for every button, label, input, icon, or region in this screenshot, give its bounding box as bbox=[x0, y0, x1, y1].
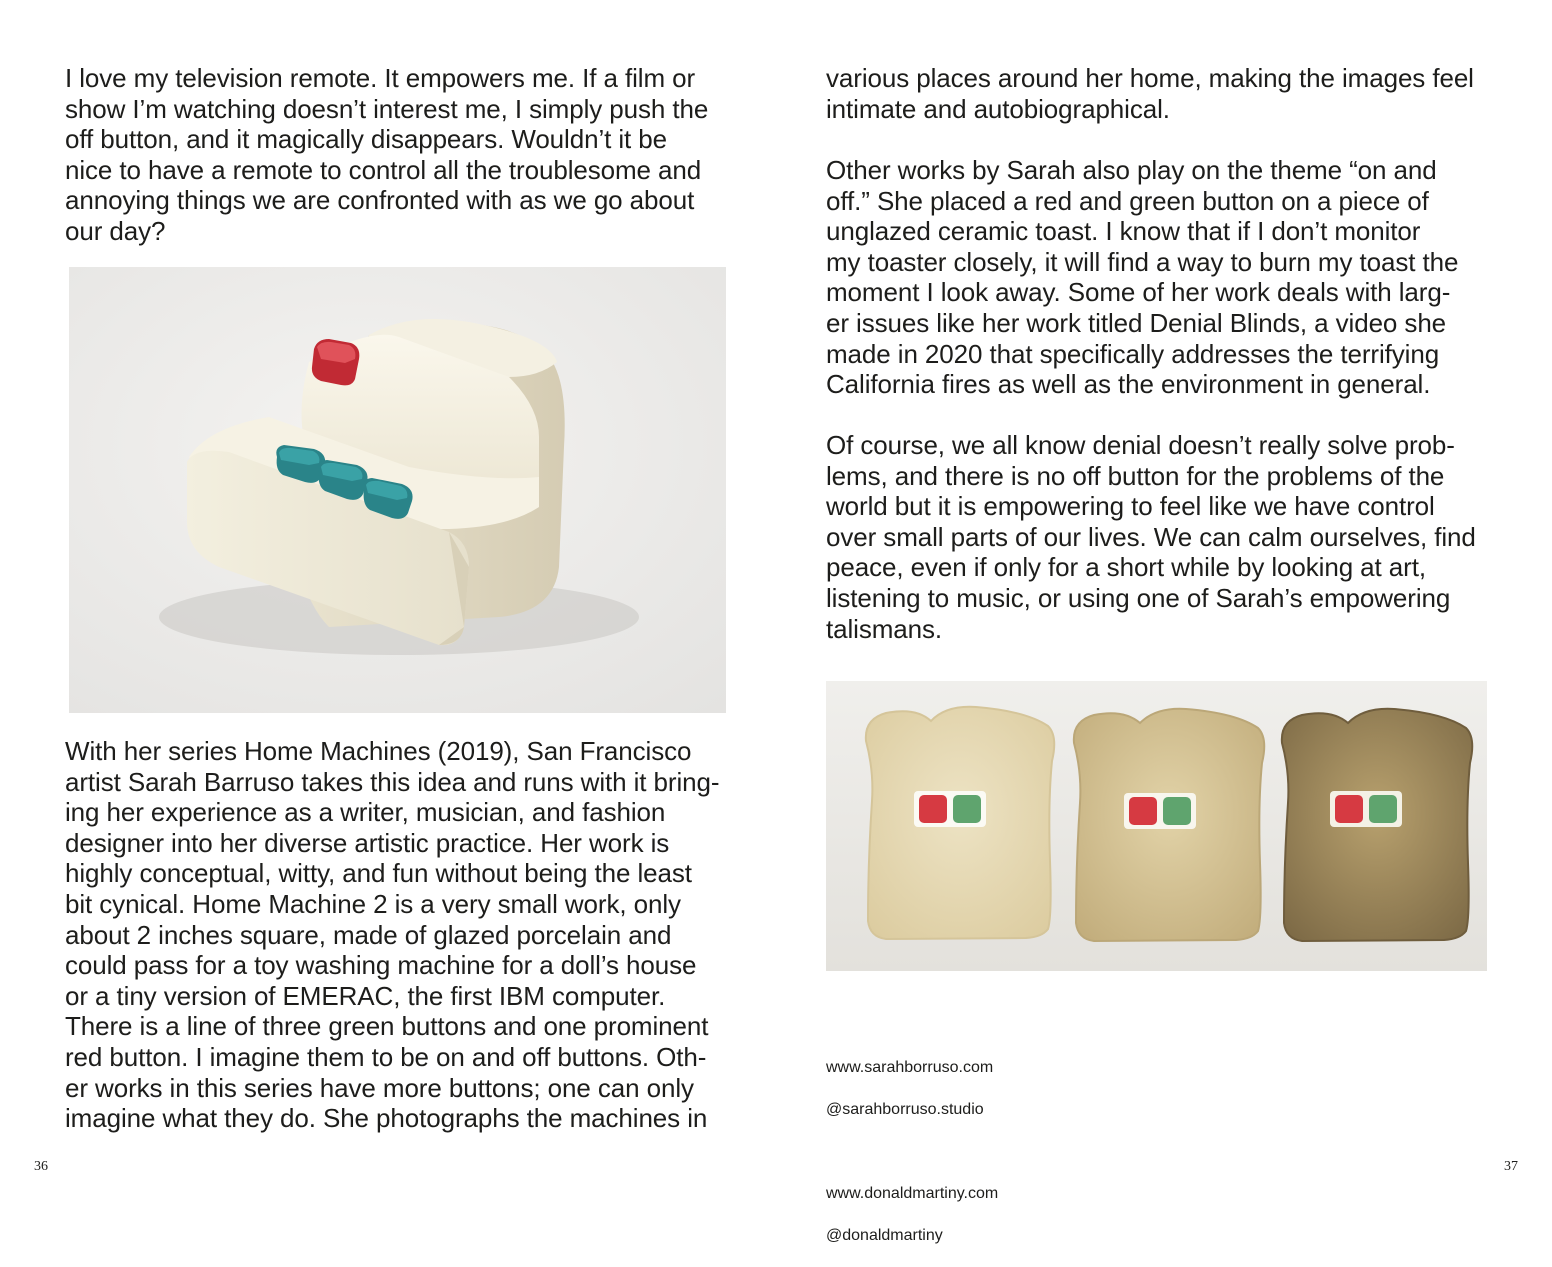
ceramic-toast-illustration bbox=[826, 681, 1487, 971]
toast-slice-medium bbox=[1074, 709, 1264, 941]
continued-paragraph: various places around her home, making the images feel intimate and autobiographical. bbox=[826, 63, 1474, 124]
toast-slice-dark bbox=[1282, 709, 1472, 941]
ceramic-toast-photo bbox=[826, 681, 1487, 971]
closing-paragraph: Of course, we all know denial doesn’t really solve prob- lems, and there is no off button for the problems of the world but it is empowering to feel like we have control over small parts of our lives. We can calm ourselves, find peace, even if only for a short while by looking at art, listening to music, or using one of Sarah’s empowering talismans. bbox=[826, 430, 1476, 644]
artist-website-link[interactable]: www.sarahborruso.com bbox=[826, 1059, 994, 1076]
toast-slice-light bbox=[866, 707, 1054, 939]
page-number-right: 37 bbox=[1504, 1159, 1518, 1174]
right-page bbox=[776, 0, 1552, 1244]
page-number-left: 36 bbox=[34, 1159, 48, 1174]
intro-paragraph: I love my television remote. It empowers me. If a film or show I’m watching doesn’t interest me, I simply push the off button, and it magically disappears. Wouldn’t it be nice to have a remote to control all the troublesome and annoying things we are confronted with as we go about our day? bbox=[65, 63, 709, 246]
credits-block bbox=[826, 1036, 1226, 1267]
home-machine-photo bbox=[69, 267, 726, 713]
author-website-link[interactable]: www.donaldmartiny.com bbox=[826, 1185, 999, 1202]
toast-paragraph: Other works by Sarah also play on the theme “on and off.” She placed a red and green button on a piece of unglazed ceramic toast. I know that if I don’t monitor my toaster closely, it will find a way to burn my toast the moment I look away. Some of her work deals with larg- er issues like her work titled Denial Blinds, a video she made in 2020 that specifically addresses the terrifying California fires as well as the environment in general. bbox=[826, 155, 1459, 400]
artist-instagram-handle[interactable]: @sarahborruso.studio bbox=[826, 1101, 984, 1118]
red-button bbox=[312, 339, 359, 385]
author-instagram-handle[interactable]: @donaldmartiny bbox=[826, 1227, 943, 1244]
credits-spacer bbox=[826, 1141, 1226, 1162]
home-machines-paragraph: With her series Home Machines (2019), San Francisco artist Sarah Barruso takes this idea and runs with it bring- ing her experience as a writer, musician, and fashion designer into her diverse artistic practice. Her work is highly conceptual, witty, and fun without being the least bit cynical. Home Machine 2 is a very small work, only about 2 inches square, made of glazed porcelain and could pass for a toy washing machine for a doll’s house or a tiny version of EMERAC, the first IBM computer. There is a line of three green buttons and one prominent red button. I imagine them to be on and off buttons. Oth- er works in this series have more buttons; one can only imagine what they do. She photographs the machines in bbox=[65, 736, 720, 1134]
home-machine-illustration bbox=[69, 267, 726, 713]
left-page bbox=[0, 0, 776, 1199]
